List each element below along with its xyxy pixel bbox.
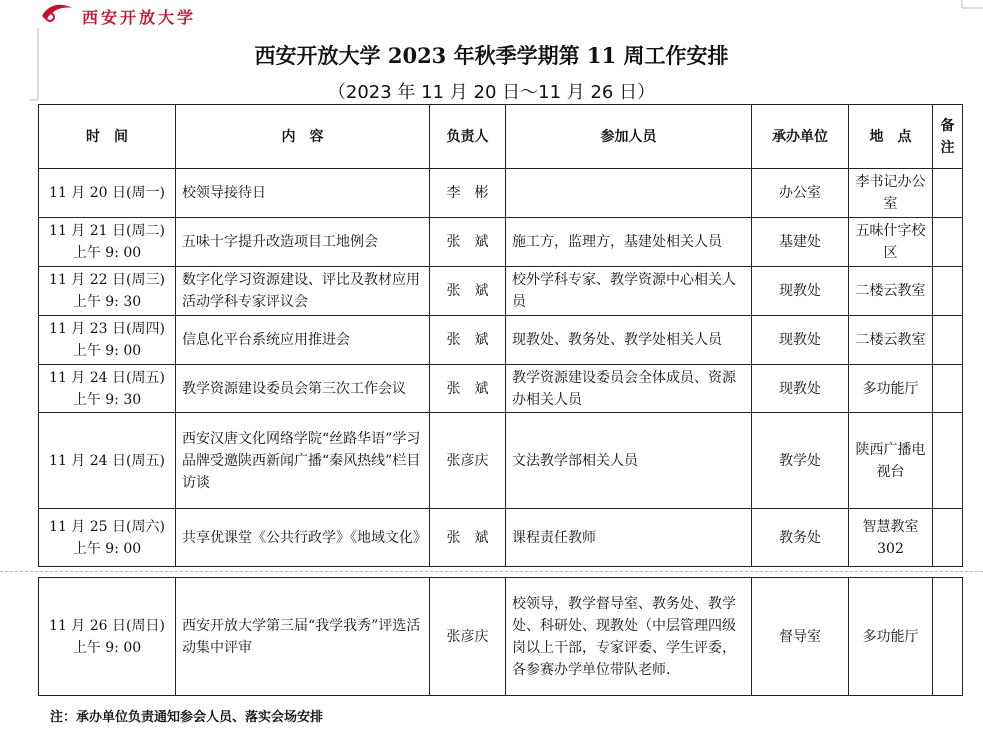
footnote: 注：承办单位负责通知参会人员、落实会场安排 [50,710,324,725]
row-time: 上午 9: 00 [72,540,142,557]
row-unit: 现教处 [752,316,849,365]
row-date: 11 月 26 日(周日) [49,617,165,634]
row-leader: 张 斌 [430,365,506,413]
schedule-table-continued [38,577,963,696]
table-row [39,509,963,567]
row-date: 11 月 24 日(周五) [49,369,165,386]
row-location: 陕西广播电视台 [849,413,933,509]
table-row [39,365,963,413]
row-content: 校领导接待日 [176,169,430,218]
table-row [39,169,963,218]
row-content: 数字化学习资源建设、评比及教材应用活动学科专家评议会 [176,267,430,316]
row-content: 西安汉唐文化网络学院“丝路华语”学习品牌受邀陕西新闻广播“秦风热线”栏目访谈 [176,413,430,509]
row-participants: 校领导，教学督导室、教务处、教学处、科研处、现教处（中层管理四级岗以上干部，专家评委、学生评委，各参赛办学单位带队老师. [506,578,752,696]
row-date: 11 月 23 日(周四) [49,321,165,337]
header-unit: 承办单位 [752,105,849,169]
row-unit: 教务处 [752,509,849,567]
row-leader: 李 彬 [430,169,506,218]
schedule-table [38,104,963,567]
row-content: 信息化平台系统应用推进会 [176,316,430,365]
row-remarks [933,169,963,218]
row-content: 西安开放大学第三届“我学我秀”评选活动集中评审 [176,578,430,696]
row-unit: 基建处 [752,218,849,267]
table-row [39,316,963,365]
row-location: 二楼云教室 [849,267,933,316]
row-unit: 督导室 [752,578,849,696]
table-row [39,267,963,316]
row-remarks [933,578,963,696]
row-remarks [933,218,963,267]
row-content: 共享优课堂《公共行政学》《地域文化》 [176,509,430,567]
row-leader: 张彦庆 [430,578,506,696]
row-remarks [933,365,963,413]
row-time: 上午 9: 00 [72,639,142,656]
row-location: 多功能厅 [849,578,933,696]
row-unit: 现教处 [752,365,849,413]
row-date: 11 月 21 日(周二) [49,223,165,239]
table-row [39,413,963,509]
row-content: 教学资源建设委员会第三次工作会议 [176,365,430,413]
row-time: 上午 9: 00 [72,245,142,261]
page-title: 西安开放大学 2023 年秋季学期第 11 周工作安排 [254,43,729,68]
row-location: 多功能厅 [849,365,933,413]
table-row [39,578,963,696]
row-remarks [933,413,963,509]
header-time: 时 间 [39,105,176,169]
row-remarks [933,316,963,365]
row-date: 11 月 20 日(周一) [49,185,165,201]
row-date: 11 月 22 日(周三) [49,272,165,288]
row-leader: 张 斌 [430,509,506,567]
header-location: 地 点 [849,105,933,169]
page-subtitle: （2023 年 11 月 20 日～11 月 26 日） [327,82,656,103]
row-participants: 课程责任教师 [506,509,752,567]
row-participants: 教学资源建设委员会全体成员、资源办相关人员 [506,365,752,413]
row-leader: 张彦庆 [430,413,506,509]
header-participants: 参加人员 [506,105,752,169]
row-participants: 校外学科专家、教学资源中心相关人员 [506,267,752,316]
row-leader: 张 斌 [430,218,506,267]
row-location: 五味什字校区 [849,218,933,267]
header-remarks: 备注 [933,105,963,169]
row-participants [506,169,752,218]
row-unit: 现教处 [752,267,849,316]
row-leader: 张 斌 [430,316,506,365]
row-content: 五味十字提升改造项目工地例会 [176,218,430,267]
row-participants: 文法教学部相关人员 [506,413,752,509]
page-break-line [0,571,983,572]
row-time: 上午 9: 30 [72,294,142,310]
row-unit: 教学处 [752,413,849,509]
row-remarks [933,267,963,316]
header-content: 内 容 [176,105,430,169]
row-date: 11 月 24 日(周五) [49,452,165,469]
table-row [39,218,963,267]
row-location: 智慧教室302 [849,509,933,567]
row-location: 李书记办公室 [849,169,933,218]
row-location: 二楼云教室 [849,316,933,365]
header-leader: 负责人 [430,105,506,169]
row-remarks [933,509,963,567]
row-unit: 办公室 [752,169,849,218]
logo-name: 西安开放大学 [82,8,197,27]
row-time: 上午 9: 30 [72,391,142,408]
row-date: 11 月 25 日(周六) [49,518,165,535]
row-participants: 施工方，监理方，基建处相关人员 [506,218,752,267]
row-participants: 现教处、教务处、教学处相关人员 [506,316,752,365]
row-leader: 张 斌 [430,267,506,316]
table-header-row [39,105,963,169]
logo-swoosh-icon [40,2,74,24]
row-time: 上午 9: 00 [72,343,142,359]
